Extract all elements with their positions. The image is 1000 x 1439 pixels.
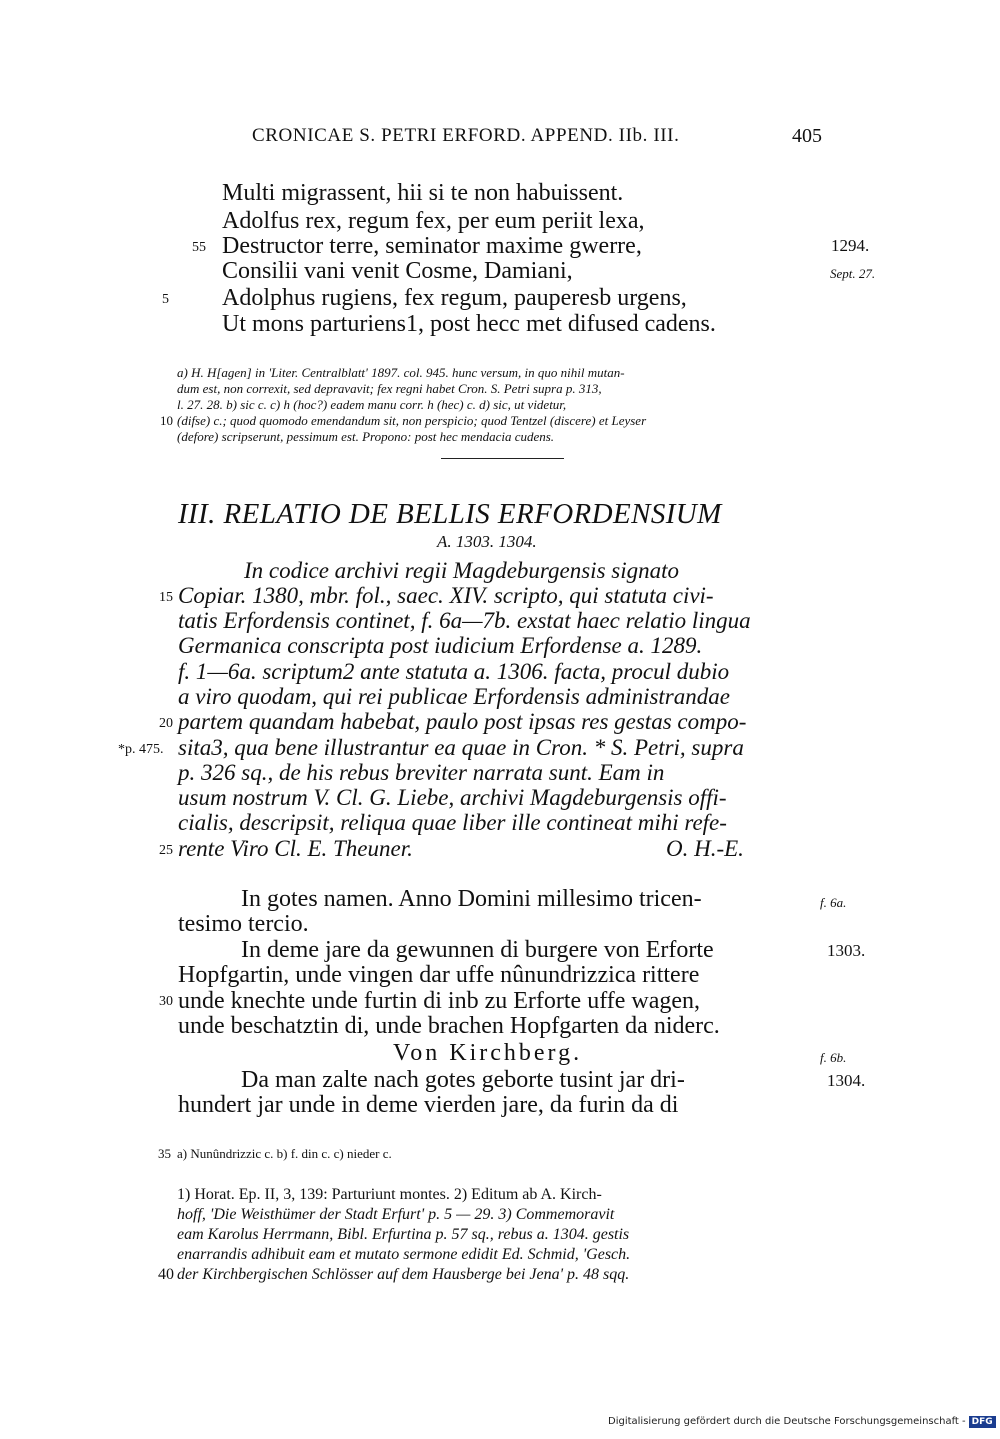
line-number: 55 [192, 240, 206, 255]
footnote-line: 1) Horat. Ep. II, 3, 139: Parturiunt montes. 2) Editum ab A. Kirch- [177, 1186, 602, 1203]
verse-line: Adolfus rex, regum fex, per eum periit lexa, [222, 208, 645, 234]
margin-date: Sept. 27. [830, 266, 876, 281]
intro-line: p. 326 sq., de his rebus breviter narrata sunt. Eam in [178, 760, 665, 785]
verse-line: Multi migrassent, hii si te non habuissent. [222, 180, 624, 206]
intro-line: partem quandam habebat, paulo post ipsas res gestas compo- [178, 709, 747, 734]
footnote-line: (defore) scripserunt, pessimum est. Propono: post hec mendacia cudens. [177, 429, 555, 444]
footnote-line: l. 27. 28. b) sic c. c) h (hoc?) eadem manu corr. h (hec) c. d) sic, ut videtur, [177, 397, 567, 412]
body-line: Hopfgartin, unde vingen dar uffe nûnundrizzica rittere [178, 962, 700, 988]
intro-line: usum nostrum V. Cl. G. Liebe, archivi Magdeburgensis offi- [178, 785, 727, 810]
body-line: Da man zalte nach gotes geborte tusint jar dri- [241, 1067, 685, 1093]
editor-initials: O. H.-E. [666, 836, 744, 861]
intro-line: rente Viro Cl. E. Theuner. [178, 836, 413, 861]
page-number: 405 [792, 125, 822, 147]
digitization-footer [608, 1416, 996, 1428]
line-number: 10 [160, 413, 173, 428]
section-divider [441, 458, 564, 459]
intro-line: In codice archivi regii Magdeburgensis signato [244, 558, 680, 583]
footnote-line: eam Karolus Herrmann, Bibl. Erfurtina p. 57 sq., rebus a. 1304. gestis [177, 1226, 630, 1243]
line-number: 15 [159, 590, 173, 605]
verse-line: Adolphus rugiens, fex regum, pauperesb urgens, [222, 285, 687, 311]
intro-line: a viro quodam, qui rei publicae Erfordensis administrandae [178, 684, 730, 709]
dfg-logo: DFG [969, 1416, 996, 1428]
line-number: 35 [158, 1146, 171, 1161]
verse-line: Consilii vani venit Cosme, Damiani, [222, 258, 573, 284]
footnote-line: dum est, non correxit, sed depravavit; fex regni habet Cron. S. Petri supra p. 313, [177, 381, 602, 396]
line-number: 5 [162, 292, 169, 307]
verse-line: Ut mons parturiens1, post hecc met difused cadens. [222, 311, 716, 337]
intro-line: sita3, qua bene illustrantur ea quae in Cron. * S. Petri, supra [178, 735, 744, 760]
body-line: tesimo tercio. [178, 911, 309, 937]
footnote-line: enarrandis adhibuit eam et mutato sermone edidit Ed. Schmid, 'Gesch. [177, 1246, 631, 1263]
margin-folio: f. 6a. [820, 895, 847, 910]
body-line: unde beschatztin di, unde brachen Hopfgarten da niderc. [178, 1013, 720, 1039]
line-number: 40 [158, 1266, 174, 1283]
footnote-line: hoff, 'Die Weisthümer der Stadt Erfurt' p. 5 — 29. 3) Commemoravit [177, 1206, 615, 1223]
body-line: hundert jar unde in deme vierden jare, da furin da di [178, 1092, 679, 1118]
intro-line: Germanica conscripta post iudicium Erfordense a. 1289. [178, 633, 703, 658]
footer-text: Digitalisierung gefördert durch die Deutsche Forschungsgemeinschaft - [608, 1416, 966, 1427]
subheading: Von Kirchberg. [393, 1040, 583, 1066]
footnote-line: a) H. H[agen] in 'Liter. Centralblatt' 1897. col. 945. hunc versum, in quo nihil mutan- [177, 365, 625, 380]
section-subtitle: A. 1303. 1304. [437, 532, 537, 551]
footnote-line: der Kirchbergischen Schlösser auf dem Hausberge bei Jena' p. 48 sqq. [177, 1266, 630, 1283]
footnote-line: (difse) c.; quod quomodo emendandum sit, non perspicio; quod Tentzel (discere) et Leyser [177, 413, 647, 428]
footnote-line: a) Nunûndrizzic c. b) f. din c. c) nieder c. [177, 1146, 392, 1161]
margin-year: 1294. [831, 236, 870, 255]
body-line: In gotes namen. Anno Domini millesimo tricen- [241, 886, 702, 912]
margin-folio: f. 6b. [820, 1050, 847, 1065]
intro-line: cialis, descripsit, reliqua quae liber ille contineat mihi refe- [178, 810, 727, 835]
intro-line: f. 1—6a. scriptum2 ante statuta a. 1306. facta, procul dubio [178, 659, 730, 684]
page-reference: *p. 475. [118, 742, 164, 757]
margin-year: 1304. [827, 1071, 866, 1090]
line-number: 20 [159, 716, 173, 731]
body-line: In deme jare da gewunnen di burgere von Erforte [241, 937, 714, 963]
body-line: unde knechte unde furtin di inb zu Erforte uffe wagen, [178, 988, 701, 1014]
intro-line: tatis Erfordensis continet, f. 6a—7b. exstat haec relatio lingua [178, 608, 751, 633]
line-number: 25 [159, 843, 173, 858]
verse-line: Destructor terre, seminator maxime gwerre, [222, 233, 642, 259]
margin-year: 1303. [827, 941, 866, 960]
line-number: 30 [159, 994, 173, 1009]
intro-line: Copiar. 1380, mbr. fol., saec. XIV. scripto, qui statuta civi- [178, 583, 714, 608]
section-title: III. RELATIO DE BELLIS ERFORDENSIUM [178, 498, 722, 530]
running-header: CRONICAE S. PETRI ERFORD. APPEND. IIb. III. [252, 125, 680, 146]
